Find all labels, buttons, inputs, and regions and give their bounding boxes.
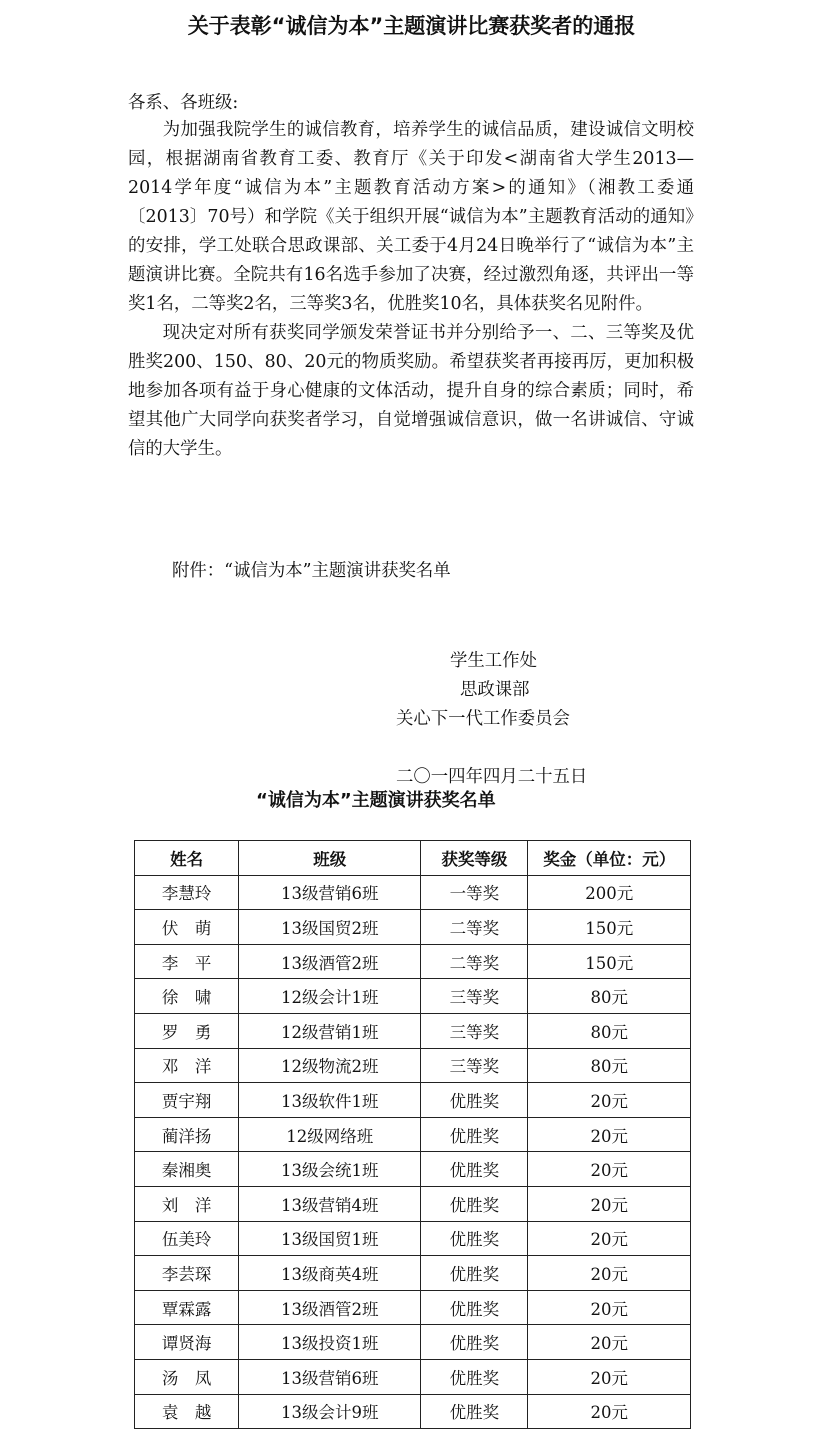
cell-name: 刘 洋 [135,1186,239,1221]
header-prize: 奖金（单位：元） [528,841,691,876]
cell-name: 秦湘奥 [135,1152,239,1187]
cell-prize: 20元 [528,1186,691,1221]
cell-name: 汤 凤 [135,1359,239,1394]
cell-class: 12级营销1班 [239,1013,421,1048]
cell-class: 13级国贸1班 [239,1221,421,1256]
cell-prize: 20元 [528,1394,691,1429]
cell-class: 13级软件1班 [239,1083,421,1118]
attachment-note: 附件：“诚信为本”主题演讲获奖名单 [172,561,451,581]
issue-date: 二〇一四年四月二十五日 [396,767,588,787]
cell-award-level: 优胜奖 [421,1256,528,1291]
table-row [135,944,691,979]
paragraph-1: 为加强我院学生的诚信教育，培养学生的诚信品质，建设诚信文明校园，根据湖南省教育工委、教育厅《关于印发<湖南省大学生2013—2014学年度“诚信为本”主题教育活动方案>的通知》（湘教工委通〔2013〕70号）和学院《关于组织开展“诚信为本”主题教育活动的通知》的安排，学工处联合思政课部、关工委于4月24日晚举行了“诚信为本”主题演讲比赛。全院共有16名选手参加了决赛，经过激烈角逐，共评出一等奖1名，二等奖2名，三等奖3名，优胜奖10名，具体获奖名见附件。 [128,120,694,314]
cell-name: 袁 越 [135,1394,239,1429]
table-row [135,1256,691,1291]
signature-political-dept: 思政课部 [460,680,530,700]
cell-prize: 20元 [528,1152,691,1187]
table-row [135,1152,691,1187]
cell-award-level: 二等奖 [421,944,528,979]
table-row [135,1186,691,1221]
cell-award-level: 优胜奖 [421,1152,528,1187]
table-row [135,1013,691,1048]
cell-award-level: 优胜奖 [421,1083,528,1118]
award-table-body [135,875,691,1429]
cell-name: 徐 啸 [135,979,239,1014]
table-row [135,1048,691,1083]
header-class: 班级 [239,841,421,876]
cell-award-level: 优胜奖 [421,1117,528,1152]
cell-name: 覃霖露 [135,1290,239,1325]
cell-class: 12级网络班 [239,1117,421,1152]
cell-class: 13级会统1班 [239,1152,421,1187]
table-row [135,979,691,1014]
cell-award-level: 三等奖 [421,979,528,1014]
cell-award-level: 优胜奖 [421,1221,528,1256]
cell-class: 13级商英4班 [239,1256,421,1291]
cell-prize: 150元 [528,910,691,945]
cell-name: 伍美玲 [135,1221,239,1256]
cell-prize: 20元 [528,1221,691,1256]
signature-committee: 关心下一代工作委员会 [396,709,570,729]
table-row [135,910,691,945]
paragraph-2: 现决定对所有获奖同学颁发荣誉证书并分别给予一、二、三等奖及优胜奖200、150、80、20元的物质奖励。希望获奖者再接再厉，更加积极地参加各项有益于身心健康的文体活动，提升自身的综合素质；同时，希望其他广大同学向获奖者学习，自觉增强诚信意识，做一名讲诚信、守诚信的大学生。 [128,323,694,459]
cell-award-level: 二等奖 [421,910,528,945]
cell-name: 蔺洋扬 [135,1117,239,1152]
header-name: 姓名 [135,841,239,876]
cell-prize: 150元 [528,944,691,979]
cell-name: 谭贤海 [135,1325,239,1360]
cell-class: 12级会计1班 [239,979,421,1014]
table-header-row [135,841,691,876]
cell-name: 罗 勇 [135,1013,239,1048]
table-row [135,1083,691,1118]
cell-prize: 200元 [528,875,691,910]
cell-class: 13级营销6班 [239,875,421,910]
cell-name: 伏 萌 [135,910,239,945]
cell-name: 李芸琛 [135,1256,239,1291]
cell-class: 13级酒管2班 [239,944,421,979]
cell-prize: 80元 [528,1013,691,1048]
signature-student-affairs: 学生工作处 [450,651,537,671]
cell-prize: 80元 [528,1048,691,1083]
cell-name: 李 平 [135,944,239,979]
cell-award-level: 优胜奖 [421,1394,528,1429]
cell-class: 12级物流2班 [239,1048,421,1083]
cell-prize: 20元 [528,1083,691,1118]
cell-prize: 20元 [528,1359,691,1394]
cell-class: 13级投资1班 [239,1325,421,1360]
cell-award-level: 一等奖 [421,875,528,910]
cell-name: 贾宇翔 [135,1083,239,1118]
table-row [135,1221,691,1256]
cell-name: 邓 洋 [135,1048,239,1083]
table-row [135,1325,691,1360]
award-list-title: “诚信为本”主题演讲获奖名单 [256,790,496,811]
table-row [135,1117,691,1152]
cell-award-level: 三等奖 [421,1013,528,1048]
cell-award-level: 优胜奖 [421,1290,528,1325]
table-row [135,1290,691,1325]
cell-name: 李慧玲 [135,875,239,910]
cell-prize: 20元 [528,1325,691,1360]
cell-award-level: 三等奖 [421,1048,528,1083]
cell-prize: 80元 [528,979,691,1014]
cell-award-level: 优胜奖 [421,1325,528,1360]
header-award-level: 获奖等级 [421,841,528,876]
cell-prize: 20元 [528,1256,691,1291]
cell-prize: 20元 [528,1117,691,1152]
cell-prize: 20元 [528,1290,691,1325]
document-title: 关于表彰“诚信为本”主题演讲比赛获奖者的通报 [187,14,636,38]
award-table [134,840,691,1429]
table-row [135,1394,691,1429]
cell-award-level: 优胜奖 [421,1186,528,1221]
body-text [128,116,694,464]
cell-class: 13级国贸2班 [239,910,421,945]
cell-award-level: 优胜奖 [421,1359,528,1394]
table-row [135,875,691,910]
cell-class: 13级营销4班 [239,1186,421,1221]
cell-class: 13级营销6班 [239,1359,421,1394]
cell-class: 13级酒管2班 [239,1290,421,1325]
table-row [135,1359,691,1394]
cell-class: 13级会计9班 [239,1394,421,1429]
salutation: 各系、各班级: [128,93,239,113]
